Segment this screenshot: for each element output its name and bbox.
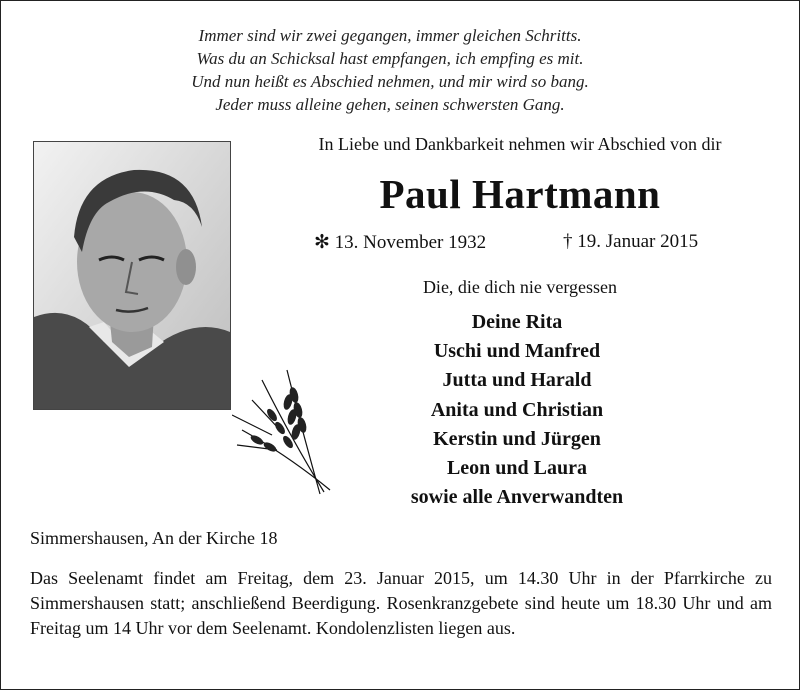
mourner-entry: Kerstin und Jürgen <box>433 427 601 450</box>
mourners-heading: Die, die dich nie vergessen <box>422 277 618 297</box>
mourner-entry: Leon und Laura <box>446 457 588 480</box>
death-date: † 19. Januar 2015 <box>563 231 699 252</box>
portrait-photo <box>33 141 231 410</box>
mourner-entry: Jutta und Harald <box>442 369 592 392</box>
mourner-entry: Uschi und Manfred <box>433 340 601 363</box>
mourner-entry: sowie alle Anverwandten <box>410 486 624 509</box>
poem-line: Immer sind wir zwei gegangen, immer gleichen Schritts. <box>198 26 582 45</box>
birth-date: ✻ 13. November 1932 <box>314 232 487 253</box>
wheat-icon <box>232 360 342 500</box>
mourners-list <box>367 308 667 512</box>
service-info <box>30 566 772 641</box>
intro-text: In Liebe und Dankbarkeit nehmen wir Abschied von dir <box>318 134 722 154</box>
poem <box>0 24 780 116</box>
service-text: Das Seelenamt findet am Freitag, dem 23. Januar 2015, um 14.30 Uhr in der Pfarrkirche zu Simmershausen statt; anschließend Beerdigung. Rosenkranzgebete sind heute um 18.30 Uhr und am Freitag um 14 Uhr vor dem Seelenamt. Kondolenzlisten liegen aus. <box>30 568 772 638</box>
mourner-entry: Anita und Christian <box>430 398 604 421</box>
mourner-entry: Deine Rita <box>471 311 563 333</box>
deceased-name: Paul Hartmann <box>379 171 661 217</box>
poem-line: Was du an Schicksal hast empfangen, ich empfing es mit. <box>196 49 584 68</box>
poem-line: Und nun heißt es Abschied nehmen, und mir wird so bang. <box>191 72 589 91</box>
address: Simmershausen, An der Kirche 18 <box>30 528 278 548</box>
poem-line: Jeder muss alleine gehen, seinen schwersten Gang. <box>215 95 565 114</box>
